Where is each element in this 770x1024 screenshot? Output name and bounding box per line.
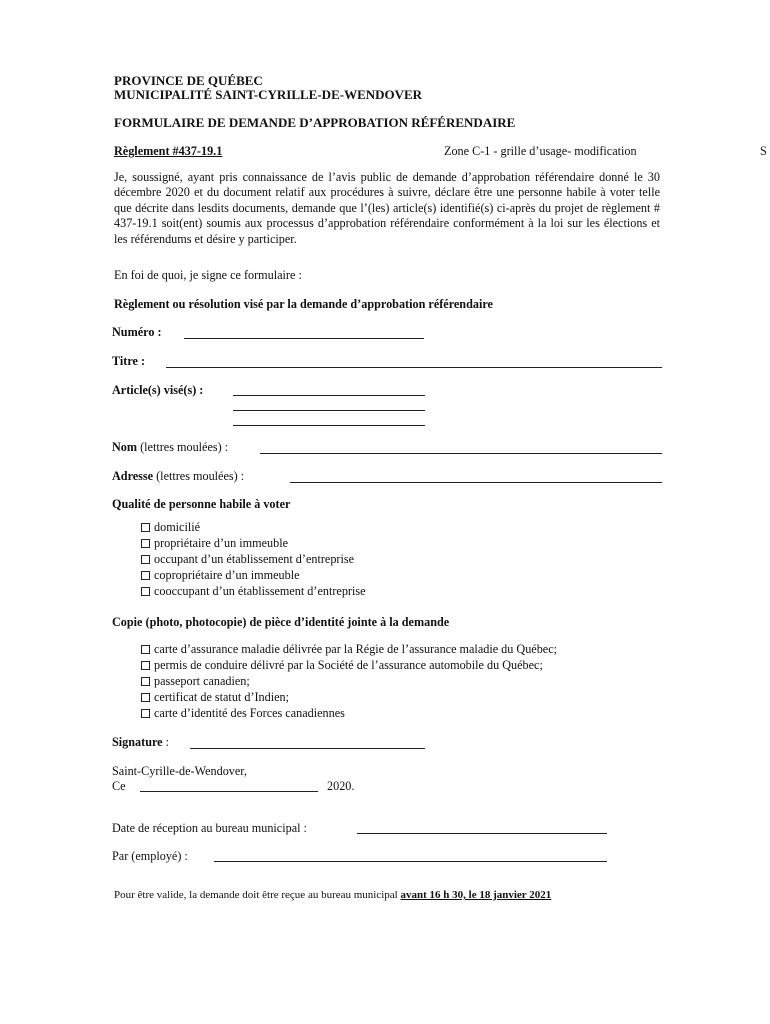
qualite-option[interactable]: cooccupant d’un établissement d’entreprise <box>141 584 366 598</box>
checkbox-icon[interactable] <box>141 523 150 532</box>
checkbox-icon[interactable] <box>141 539 150 548</box>
checkbox-icon[interactable] <box>141 555 150 564</box>
qualite-option[interactable]: copropriétaire d’un immeuble <box>141 568 300 582</box>
articles-field-3[interactable] <box>233 425 425 426</box>
municipality-heading: MUNICIPALITÉ SAINT-CYRILLE-DE-WENDOVER <box>114 87 423 102</box>
adresse-label: Adresse (lettres moulées) : <box>112 469 245 483</box>
qualite-option[interactable]: occupant d’un établissement d’entreprise <box>141 552 354 566</box>
reception-date-field[interactable] <box>357 833 607 834</box>
date-signature-field[interactable] <box>140 791 318 792</box>
ce-label: Ce <box>112 779 126 793</box>
numero-field[interactable] <box>184 338 424 339</box>
copie-heading: Copie (photo, photocopie) de pièce d’identité jointe à la demande <box>112 615 450 629</box>
qualite-option[interactable]: propriétaire d’un immeuble <box>141 536 288 550</box>
place-text: Saint-Cyrille-de-Wendover, <box>112 764 247 778</box>
copie-option[interactable]: carte d’assurance maladie délivrée par la Régie de l’assurance maladie du Québec; <box>141 642 557 656</box>
zone-description: Zone C-1 - grille d’usage- modification <box>444 144 637 158</box>
signature-field[interactable] <box>190 748 425 749</box>
nom-field[interactable] <box>260 453 662 454</box>
copie-option[interactable]: certificat de statut d’Indien; <box>141 690 289 704</box>
numero-label: Numéro : <box>112 325 162 339</box>
checkbox-icon[interactable] <box>141 571 150 580</box>
articles-label: Article(s) visé(s) : <box>112 383 204 397</box>
copie-option[interactable]: passeport canadien; <box>141 674 250 688</box>
checkbox-icon[interactable] <box>141 709 150 718</box>
employee-field[interactable] <box>214 861 607 862</box>
signature-label: Signature : <box>112 735 170 749</box>
deadline-text: avant 16 h 30, le 18 janvier 2021 <box>400 889 552 901</box>
articles-field-1[interactable] <box>233 395 425 396</box>
copie-option[interactable]: permis de conduire délivré par la Société de l’assurance automobile du Québec; <box>141 658 543 672</box>
en-foi-text: En foi de quoi, je signe ce formulaire : <box>114 268 302 282</box>
province-heading: PROVINCE DE QUÉBEC <box>114 73 263 88</box>
form-title: FORMULAIRE DE DEMANDE D’APPROBATION RÉFÉRENDAIRE <box>114 115 516 130</box>
copie-option[interactable]: carte d’identité des Forces canadiennes <box>141 706 345 720</box>
checkbox-icon[interactable] <box>141 693 150 702</box>
titre-label: Titre : <box>112 354 146 368</box>
titre-field[interactable] <box>166 367 662 368</box>
reglement-number: Règlement #437-19.1 <box>114 144 223 158</box>
checkbox-icon[interactable] <box>141 645 150 654</box>
qualite-option[interactable]: domicilié <box>141 520 200 534</box>
employee-label: Par (employé) : <box>112 849 188 863</box>
validity-notice: Pour être valide, la demande doit être reçue au bureau municipal avant 16 h 30, le 18 janvier 2021 <box>114 889 552 901</box>
nom-label: Nom (lettres moulées) : <box>112 440 229 454</box>
reglement-section-heading: Règlement ou résolution visé par la demande d’approbation référendaire <box>114 297 493 311</box>
checkbox-icon[interactable] <box>141 661 150 670</box>
qualite-heading: Qualité de personne habile à voter <box>112 497 291 511</box>
declaration-paragraph: Je, soussigné, ayant pris connaissance de l’avis public de demande d’approbation référendaire donné le 30 décembre 2020 et du document relatif aux procédures à suivre, déclare être une personne habile à voter telle que décrite dans lesdits documents, demande que l’(les) article(s) identifié(s) ci-après du projet de règlement # 437-19.1 soit(ent) soumis aux processus d’approbation référendaire conformément à la loi sur les élections et les référendums et désire y participer. <box>114 170 660 246</box>
year-text: 2020. <box>327 779 355 793</box>
cut-off-text: S <box>760 144 767 158</box>
reception-date-label: Date de réception au bureau municipal : <box>112 821 307 835</box>
checkbox-icon[interactable] <box>141 677 150 686</box>
checkbox-icon[interactable] <box>141 587 150 596</box>
adresse-field[interactable] <box>290 482 662 483</box>
articles-field-2[interactable] <box>233 410 425 411</box>
